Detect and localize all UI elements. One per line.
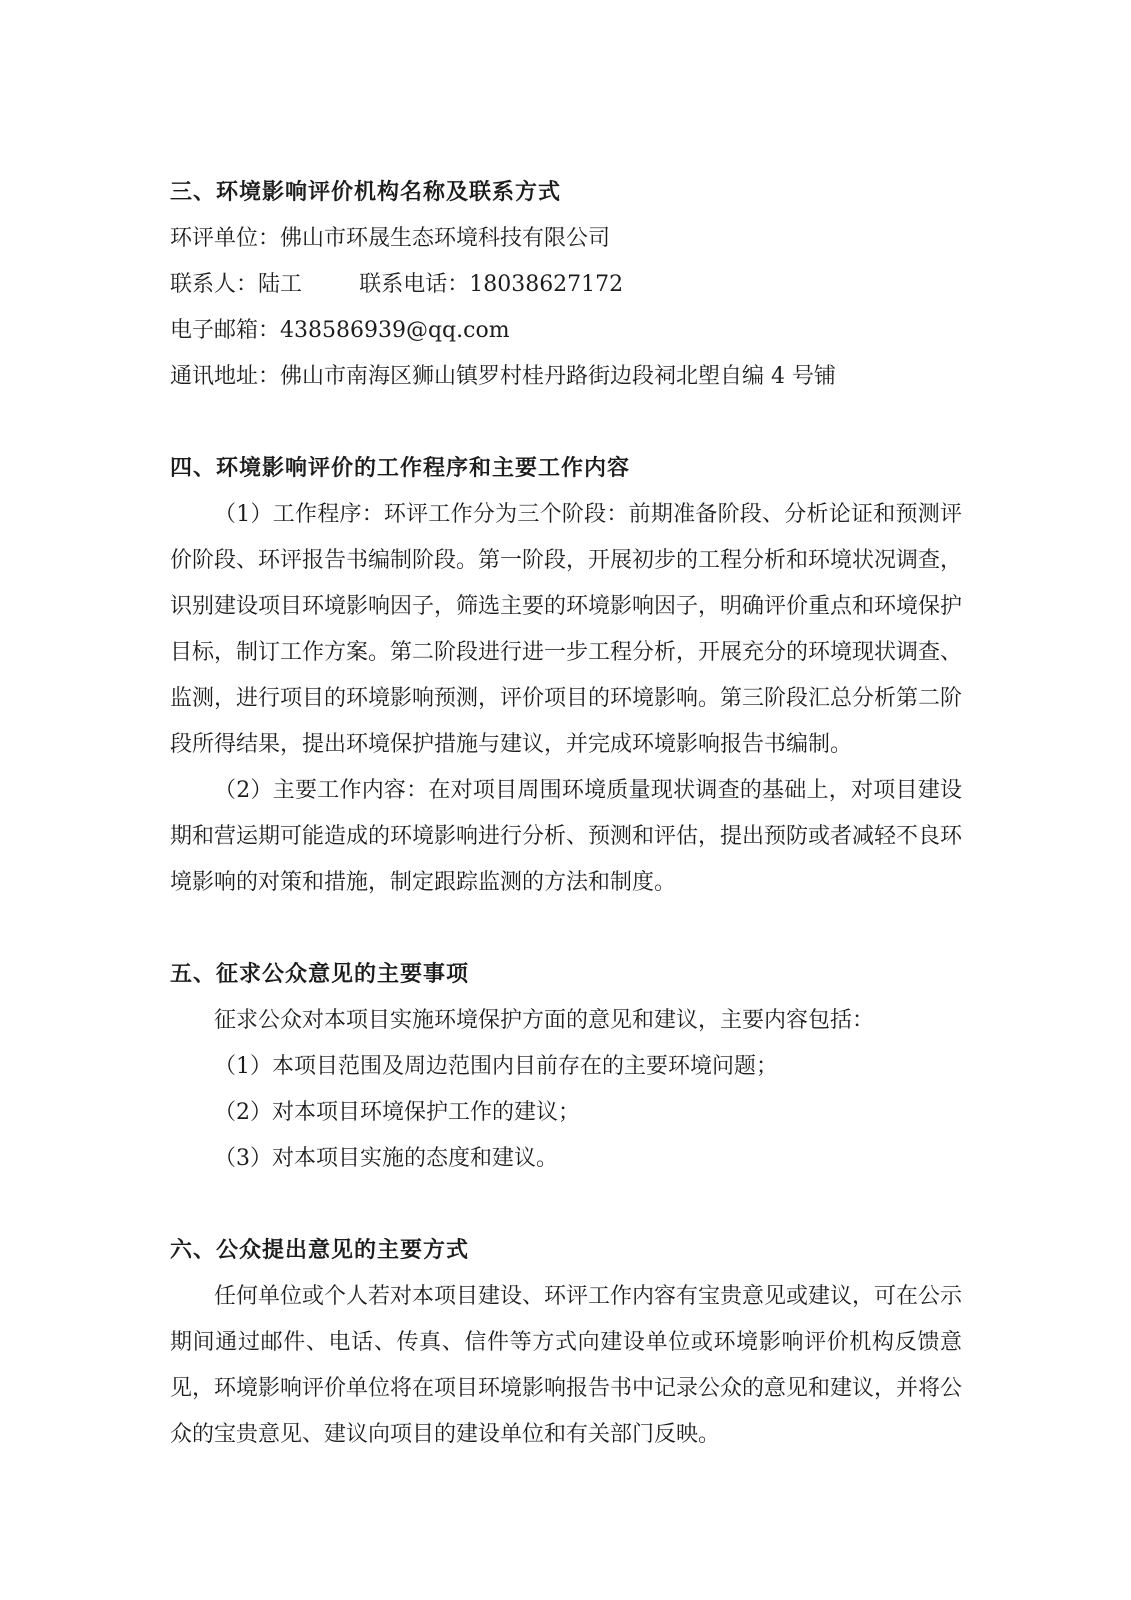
address-line: 通讯地址：佛山市南海区狮山镇罗村桂丹路街边段祠北塱自编 4 号铺 <box>170 364 836 389</box>
section6-heading: 六、公众提出意见的主要方式 <box>170 1238 470 1263</box>
section5-heading: 五、征求公众意见的主要事项 <box>170 962 470 987</box>
main-work-content-paragraph: （2）主要工作内容：在对项目周围环境质量现状调查的基础上，对项目建设期和营运期可能造成的环境影响进行分析、预测和评估，提出预防或者减轻不良环境影响的对策和措施，制定跟踪监测的方法和制度。 <box>170 778 963 895</box>
feedback-method-paragraph: 任何单位或个人若对本项目建设、环评工作内容有宝贵意见或建议，可在公示期间通过邮件、电话、传真、信件等方式向建设单位或环境影响评价机构反馈意见，环境影响评价单位将在项目环境影响报告书中记录公众的意见和建议，并将公众的宝贵意见、建议向项目的建设单位和有关部门反映。 <box>170 1284 963 1447</box>
section4-heading: 四、环境影响评价的工作程序和主要工作内容 <box>170 456 631 481</box>
contact-phone: 联系电话：18038627172 <box>359 272 624 297</box>
opinion-item-2: （2）对本项目环境保护工作的建议； <box>214 1100 580 1125</box>
opinion-item-1: （1）本项目范围及周边范围内目前存在的主要环境问题； <box>214 1054 778 1079</box>
work-procedure-paragraph: （1）工作程序：环评工作分为三个阶段：前期准备阶段、分析论证和预测评价阶段、环评报告书编制阶段。第一阶段，开展初步的工程分析和环境状况调查，识别建设项目环境影响因子，筛选主要的环境影响因子，明确评价重点和环境保护目标，制订工作方案。第二阶段进行进一步工程分析，开展充分的环境现状调查、监测，进行项目的环境影响预测，评价项目的环境影响。第三阶段汇总分析第二阶段所得结果，提出环境保护措施与建议，并完成环境影响报告书编制。 <box>170 502 963 757</box>
contact-person: 联系人：陆工 <box>170 272 303 297</box>
email-line: 电子邮箱：438586939@qq.com <box>170 318 510 343</box>
opinion-item-3: （3）对本项目实施的态度和建议。 <box>214 1146 558 1171</box>
opinion-intro-line: 征求公众对本项目实施环境保护方面的意见和建议，主要内容包括： <box>214 1008 875 1033</box>
section3-heading: 三、环境影响评价机构名称及联系方式 <box>170 180 562 205</box>
contact-line <box>170 262 962 308</box>
eia-unit-line: 环评单位：佛山市环晟生态环境科技有限公司 <box>170 226 611 251</box>
